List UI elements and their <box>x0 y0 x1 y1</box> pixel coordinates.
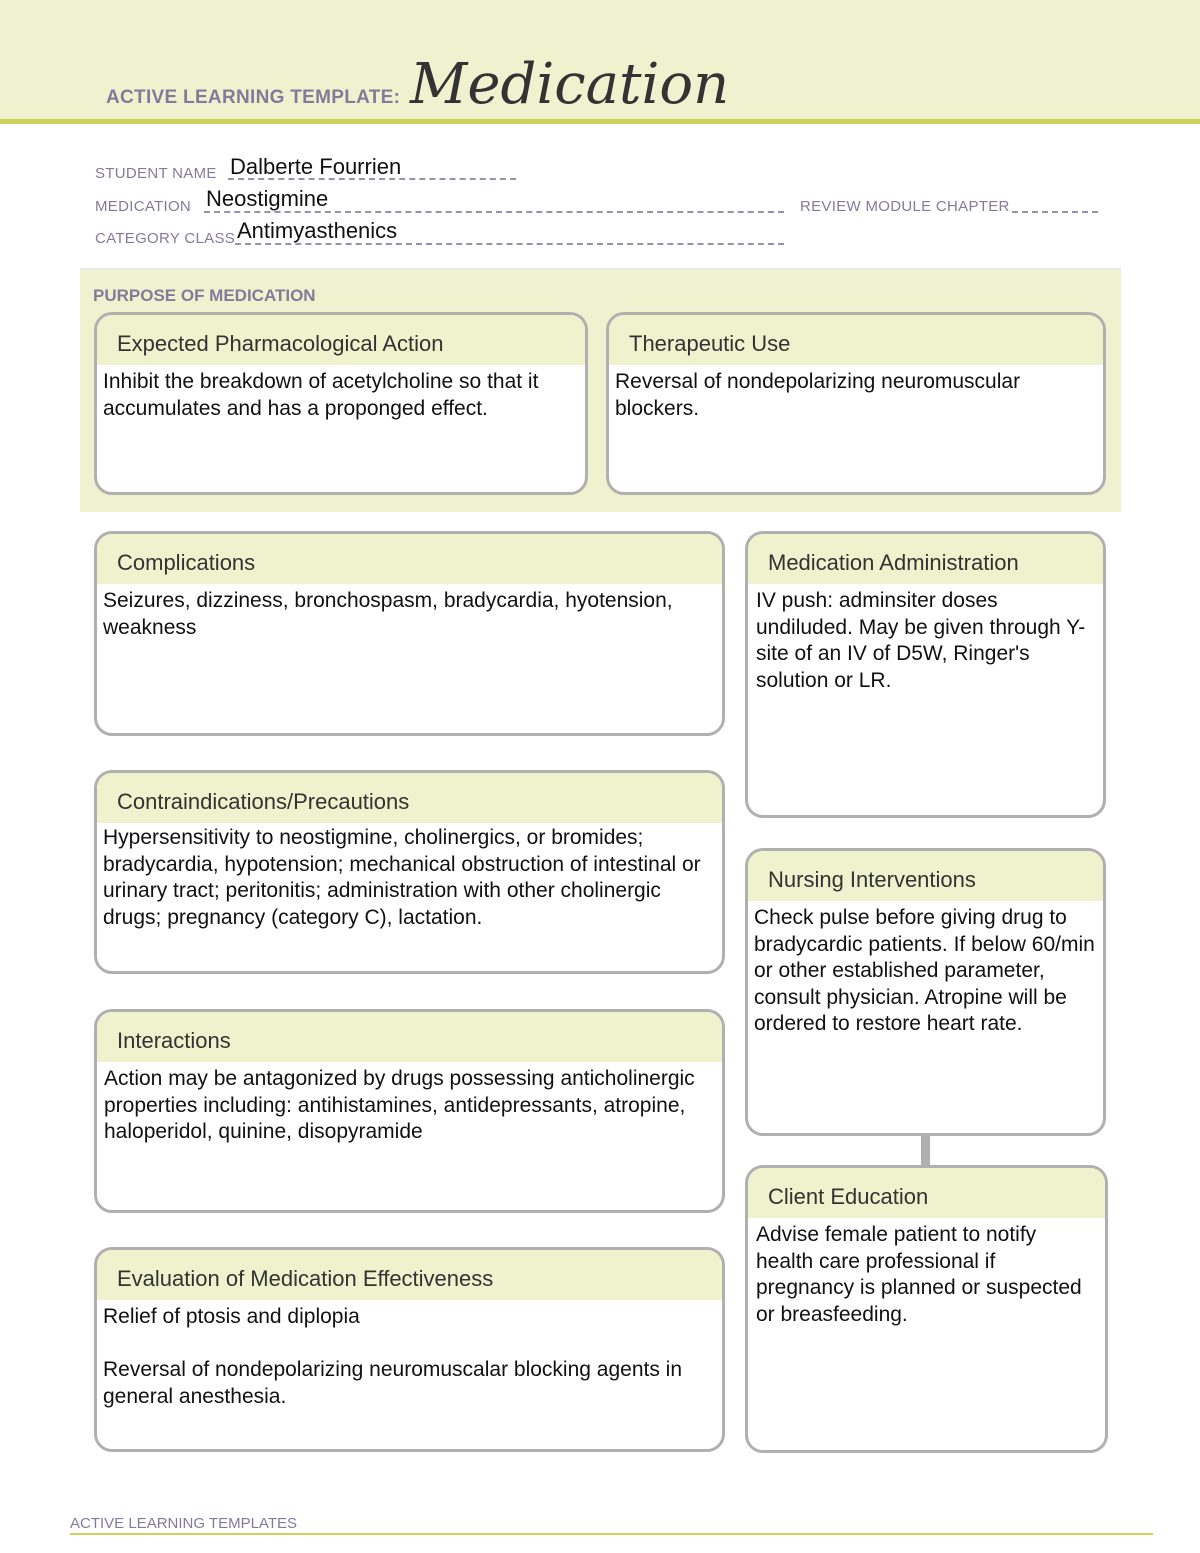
nursing-interventions-box <box>745 848 1106 1136</box>
interactions-box <box>94 1009 725 1213</box>
review-module-field[interactable] <box>1012 211 1098 213</box>
contraindications-box <box>94 770 725 974</box>
review-module-label: REVIEW MODULE CHAPTER <box>800 198 1010 215</box>
medication-label: MEDICATION <box>95 198 192 215</box>
box-body[interactable]: Reversal of nondepolarizing neuromuscular blockers. <box>615 370 1021 420</box>
box-title: Client Education <box>748 1168 1105 1218</box>
box-title: Expected Pharmacological Action <box>97 315 585 365</box>
box-title: Interactions <box>97 1012 722 1062</box>
box-body[interactable]: IV push: adminsiter doses undiluded. May be given through Y-site of an IV of D5W, Ringer's solution or LR. <box>756 589 1086 692</box>
box-body[interactable]: Action may be antagonized by drugs possessing anticholinergic properties including: antihistamines, antidepressants, atropine, haloperidol, quinine, disopyramide <box>104 1067 695 1143</box>
box-body[interactable]: Advise female patient to notify health care professional if pregnancy is planned or suspected or breasfeeding. <box>756 1223 1082 1326</box>
complications-box <box>94 531 725 736</box>
box-title: Contraindications/Precautions <box>97 773 722 823</box>
student-name-field[interactable]: Dalberte Fourrien <box>230 154 402 179</box>
footer-label: ACTIVE LEARNING TEMPLATES <box>70 1515 297 1532</box>
box-body[interactable]: Relief of ptosis and diplopia Reversal of nondepolarizing neuromuscalar blocking agents in general anesthesia. <box>103 1305 683 1408</box>
box-title: Evaluation of Medication Effectiveness <box>97 1250 722 1300</box>
box-body[interactable]: Seizures, dizziness, bronchospasm, bradycardia, hyotension, weakness <box>103 589 673 639</box>
purpose-title: PURPOSE OF MEDICATION <box>93 286 316 305</box>
box-title: Nursing Interventions <box>748 851 1103 901</box>
therapeutic-use-box <box>606 312 1106 495</box>
box-title: Medication Administration <box>748 534 1103 584</box>
student-name-label: STUDENT NAME <box>95 165 217 182</box>
category-class-label: CATEGORY CLASS <box>95 230 236 247</box>
page-title: Medication <box>410 52 730 117</box>
client-education-box <box>745 1165 1108 1453</box>
administration-box <box>745 531 1106 818</box>
expected-action-box <box>94 312 588 495</box>
box-body[interactable]: Inhibit the breakdown of acetylcholine so that it accumulates and has a proponged effect. <box>103 370 539 420</box>
box-body[interactable]: Hypersensitivity to neostigmine, cholinergics, or bromides; bradycardia, hypotension; mechanical obstruction of intestinal or urinary tract; peritonitis; administration with other cholinergic drugs; pregnancy (category C), lactation. <box>103 826 701 929</box>
footer-divider <box>70 1533 1153 1535</box>
medication-field[interactable]: Neostigmine <box>206 186 329 211</box>
connector-line <box>921 1135 930 1167</box>
box-title: Therapeutic Use <box>609 315 1103 365</box>
template-label: ACTIVE LEARNING TEMPLATE: <box>106 87 401 108</box>
box-title: Complications <box>97 534 722 584</box>
category-class-field[interactable]: Antimyasthenics <box>237 218 398 243</box>
evaluation-box <box>94 1247 725 1452</box>
box-body[interactable]: Check pulse before giving drug to bradycardic patients. If below 60/min or other established parameter, consult physician. Atropine will be ordered to restore heart rate. <box>754 906 1095 1035</box>
